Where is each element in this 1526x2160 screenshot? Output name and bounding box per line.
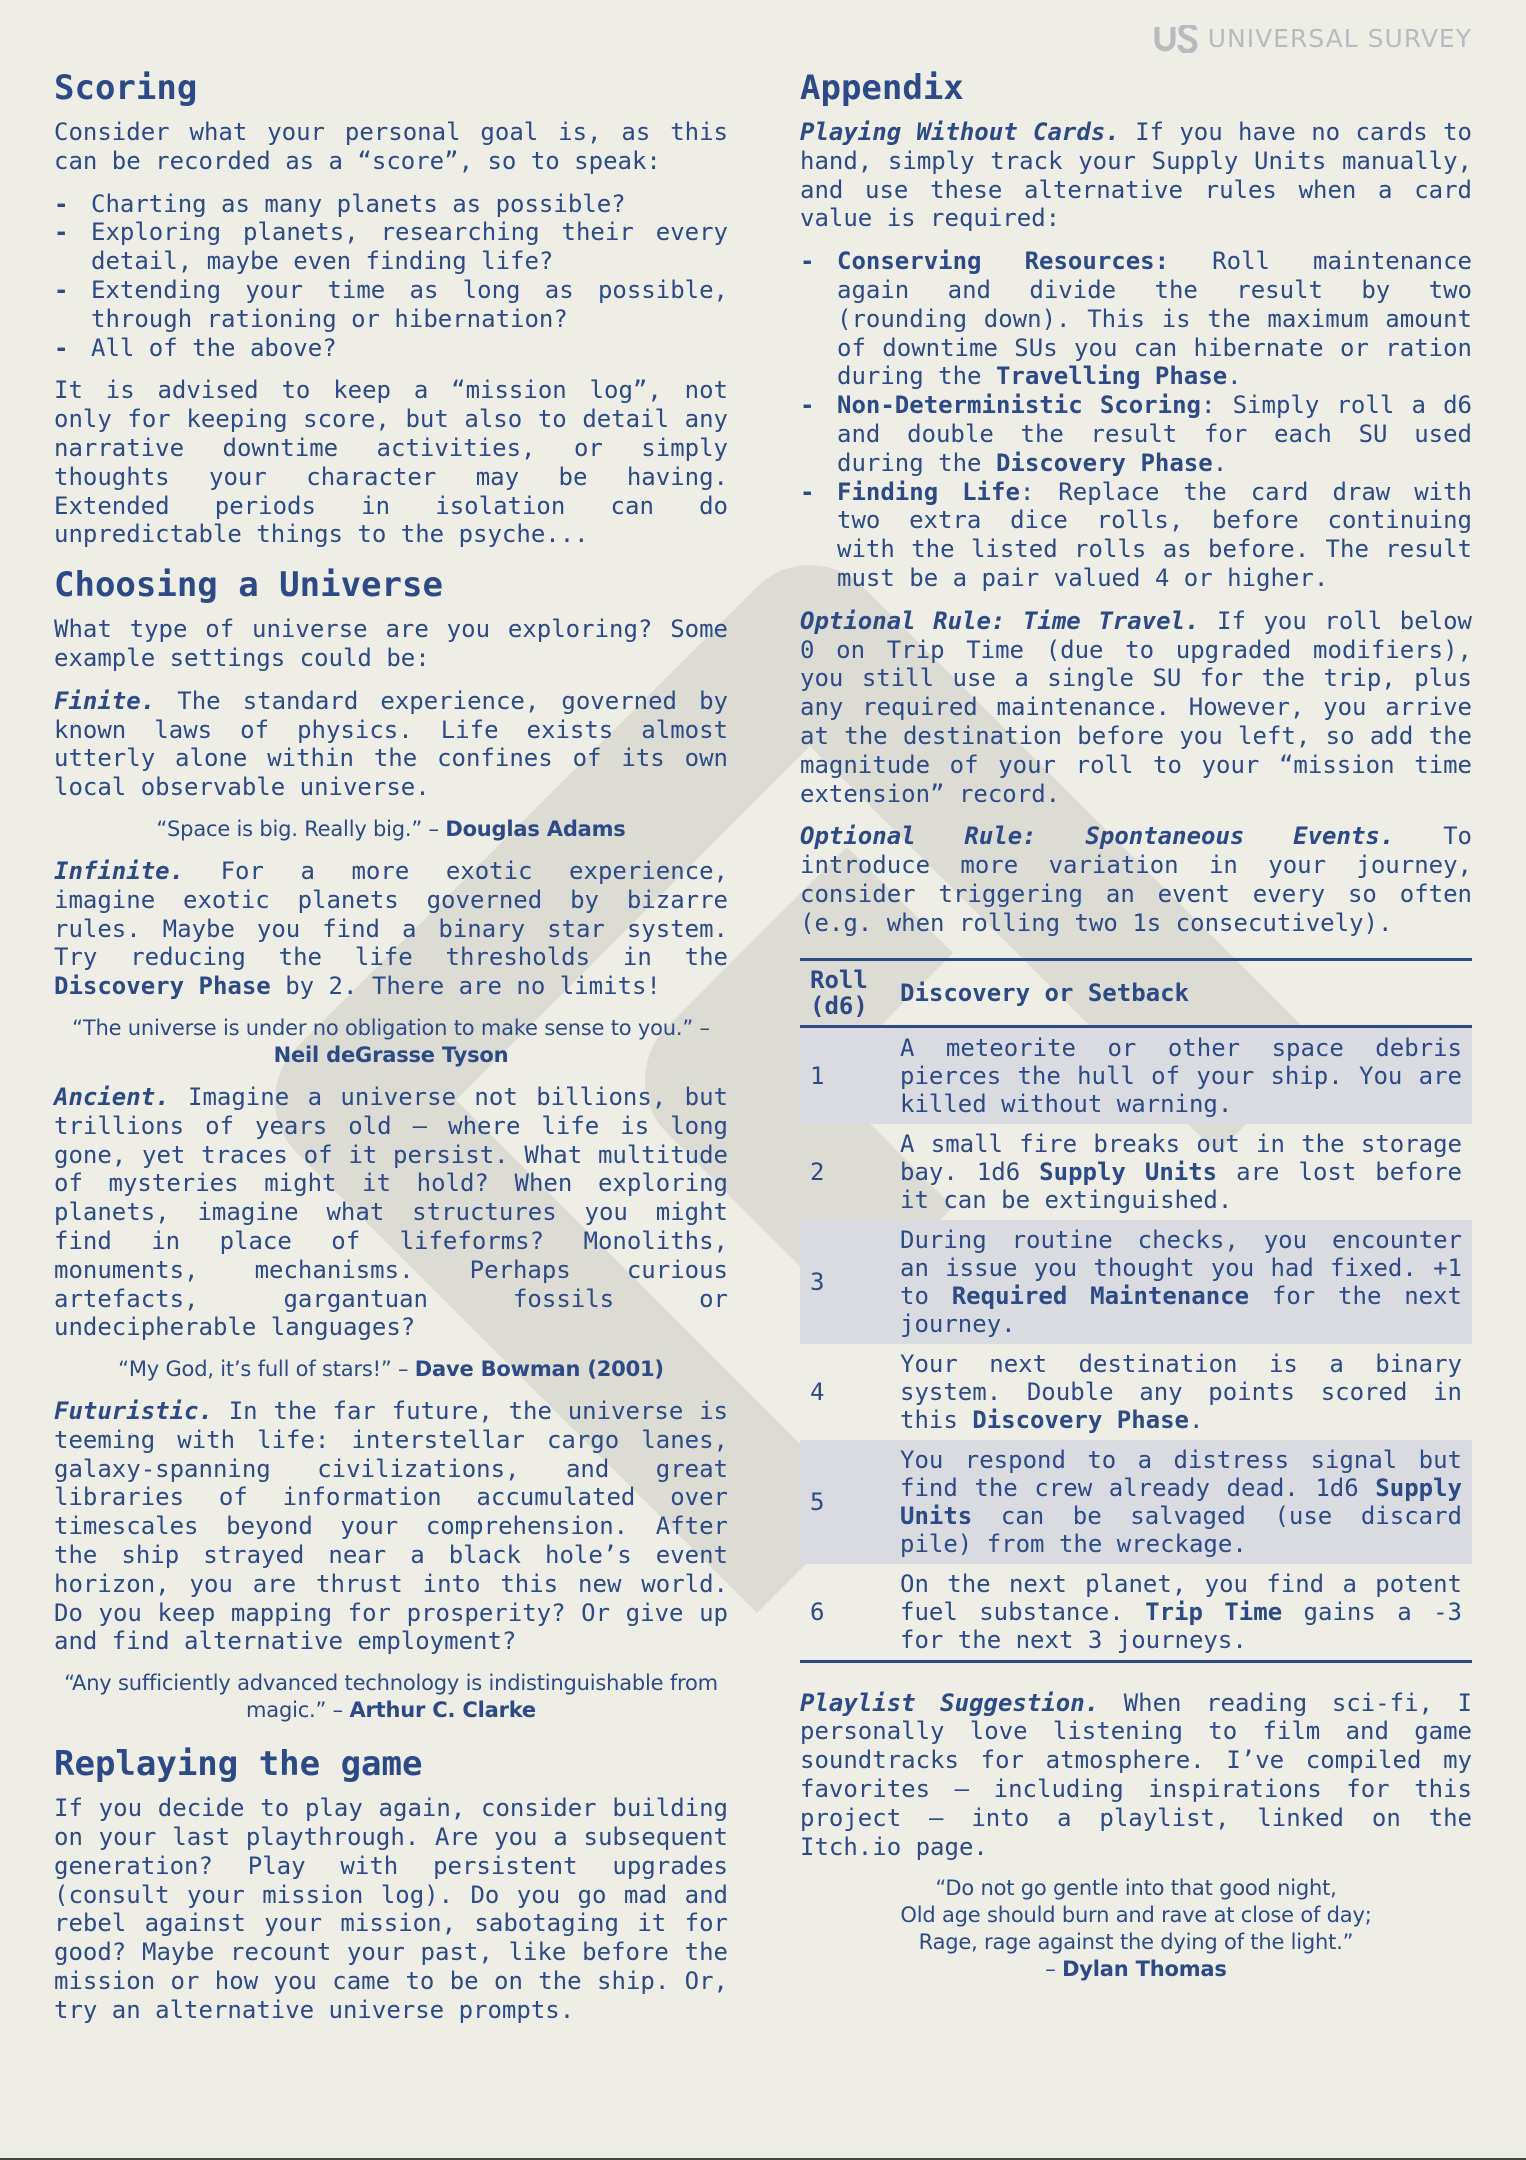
finite-text: The standard experience, governed by known laws of physics. Life exists almost utterly alone within the confines of its own local observable universe. — [54, 686, 728, 802]
scoring-goals-list — [54, 190, 728, 363]
infinite-quote: “The universe is under no obligation to make sense to you.” – Neil deGrasse Tyson — [72, 1015, 710, 1067]
table-row: 1 A meteorite or other space debris pierces the hull of your ship. You are killed without warning. — [800, 1026, 1472, 1124]
list-item: - Charting as many planets as possible? — [54, 190, 728, 219]
ancient-quote: “My God, it’s full of stars!” – Dave Bowman (2001) — [118, 1357, 664, 1382]
replaying-heading: Replaying the game — [54, 1744, 423, 1785]
right-column — [800, 60, 1472, 1997]
infinite-paragraph: Infinite. For a more exotic experience, imagine exotic planets governed by bizarre rules. Maybe you find a binary star system. Try reducing the life thresholds in the Discovery Phase by 2. There are no limits! — [54, 856, 728, 1001]
table-row: 6 On the next planet, you find a potent fuel substance. Trip Time gains a -3 for the next 3 journeys. — [800, 1564, 1472, 1662]
quote-author: Arthur C. Clarke — [349, 1698, 536, 1723]
poem-quote: “Do not go gentle into that good night, Old age should burn and rave at close of day; Rage, rage against the dying of the light.” – Dylan Thomas — [900, 1876, 1372, 1982]
table-row: 4 Your next destination is a binary system. Double any points scored in this Discovery Phase. — [810, 1349, 1462, 1434]
finite-quote: “Space is big. Really big.” – Douglas Adams — [156, 816, 626, 841]
appendix-heading: Appendix — [800, 68, 964, 108]
playlist-paragraph: Playlist Suggestion. When reading sci-fi, I personally love listening to film and game soundtracks for atmosphere. I’ve compiled my favorites – including inspirations for this project – into a playlist, linked on the Itch.io page. — [800, 1688, 1472, 1861]
ancient-label: Ancient. — [54, 1082, 170, 1111]
table-row: 2 A small fire breaks out in the storage bay. 1d6 Supply Units are lost before it can be extinguished. — [810, 1129, 1462, 1214]
futuristic-label: Futuristic. — [54, 1397, 213, 1426]
finite-label: Finite. — [54, 686, 156, 715]
ancient-paragraph: Ancient. Imagine a universe not billions, but trillions of years old – where life is long gone, yet traces of it persist. What multitude of mysteries might it hold? When exploring planets, imagine what structures you might find in place of lifeforms? Monoliths, monuments, mechanisms. Perhaps curious artefacts, gargantuan fossils or undecipherable languages? — [54, 1082, 728, 1342]
list-item: - Extending your time as long as possible, through rationing or hibernation? — [54, 276, 728, 334]
futuristic-paragraph: Futuristic. In the far future, the universe is teeming with life: interstellar cargo lanes, galaxy-spanning civilizations, and great libraries of information accumulated over timescales beyond your comprehension. After the ship strayed near a black hole’s event horizon, you are thrust into this new world. Do you keep mapping for prosperity? Or give up and find alternative employment? — [54, 1397, 728, 1656]
list-item: - Exploring planets, researching their every detail, maybe even finding life? — [54, 218, 728, 276]
list-item: - All of the above? — [54, 334, 728, 363]
finite-paragraph — [54, 687, 728, 802]
outcome-column-header: Discovery or Setback — [900, 978, 1189, 1007]
table-row: 5 You respond to a distress signal but find the crew already dead. 1d6 Supply Units can be salvaged (use discard pile) from the wreckage. — [800, 1440, 1472, 1564]
roll-column-header: Roll (d6) — [810, 965, 868, 1020]
list-item: - Conserving Resources: Roll maintenance again and divide the result by two (rounding down). This is the maximum amount of downtime SUs you can hibernate or ration during the Travelling Phase. — [800, 247, 1472, 391]
universe-heading: Choosing a Universe — [54, 565, 443, 606]
brand-header — [1154, 24, 1472, 53]
futuristic-quote: “Any sufficiently advanced technology is indistinguishable from magic.” – Arthur C. Clarke — [64, 1671, 718, 1723]
left-column — [54, 60, 728, 2039]
scoring-intro: Consider what your personal goal is, as this can be recorded as a “score”, so to speak: — [54, 118, 728, 175]
quote-author: Dave Bowman (2001) — [414, 1357, 664, 1382]
events-table — [800, 958, 1472, 1663]
table-row: 3 During routine checks, you encounter an issue you thought you had fixed. +1 to Required Maintenance for the next journey. — [800, 1220, 1472, 1344]
us-logo-icon — [1154, 25, 1198, 53]
replaying-text: If you decide to play again, consider building on your last playthrough. Are you a subsequent generation? Play with persistent upgrades (consult your mission log). Do you go mad and rebel against your mission, sabotaging it for good? Maybe recount your past, like before the mission or how you came to be on the ship. Or, try an alternative universe prompts. — [54, 1794, 728, 2024]
table-header-row — [800, 959, 1472, 1026]
scoring-advice: It is advised to keep a “mission log”, not only for keeping score, but also to detail any narrative downtime activities, or simply thoughts your character may be having. Extended periods in isolation can do unpredictable things to the psyche... — [54, 376, 728, 549]
quote-author: Neil deGrasse Tyson — [273, 1042, 509, 1067]
time-travel-paragraph: Optional Rule: Time Travel. If you roll below 0 on Trip Time (due to upgraded modifiers), you still use a single SU for the trip, plus any required maintenance. However, you arrive at the destination before you left, so add the magnitude of your roll to your “mission time extension” record. — [800, 606, 1472, 808]
infinite-label: Infinite. — [54, 856, 185, 885]
quote-author: Douglas Adams — [445, 816, 626, 841]
spontaneous-events-paragraph: Optional Rule: Spontaneous Events. To introduce more variation in your journey, consider triggering an event every so often (e.g. when rolling two 1s consecutively). — [800, 822, 1472, 937]
universe-intro: What type of universe are you exploring? Some example settings could be: — [54, 615, 728, 672]
no-cards-paragraph: Playing Without Cards. If you have no cards to hand, simply track your Supply Units manually, and use these alternative rules when a card value is required: — [800, 118, 1472, 233]
quote-author: Dylan Thomas — [1062, 1957, 1227, 1982]
brand-name: UNIVERSAL SURVEY — [1207, 24, 1472, 53]
list-item: - Non-Deterministic Scoring: Simply roll a d6 and double the result for each SU used during the Discovery Phase. — [800, 391, 1472, 477]
scoring-heading: Scoring — [54, 68, 198, 108]
list-item: - Finding Life: Replace the card draw with two extra dice rolls, before continuing with the listed rolls as before. The result must be a pair valued 4 or higher. — [800, 478, 1472, 593]
alternative-rules-list — [800, 247, 1472, 593]
